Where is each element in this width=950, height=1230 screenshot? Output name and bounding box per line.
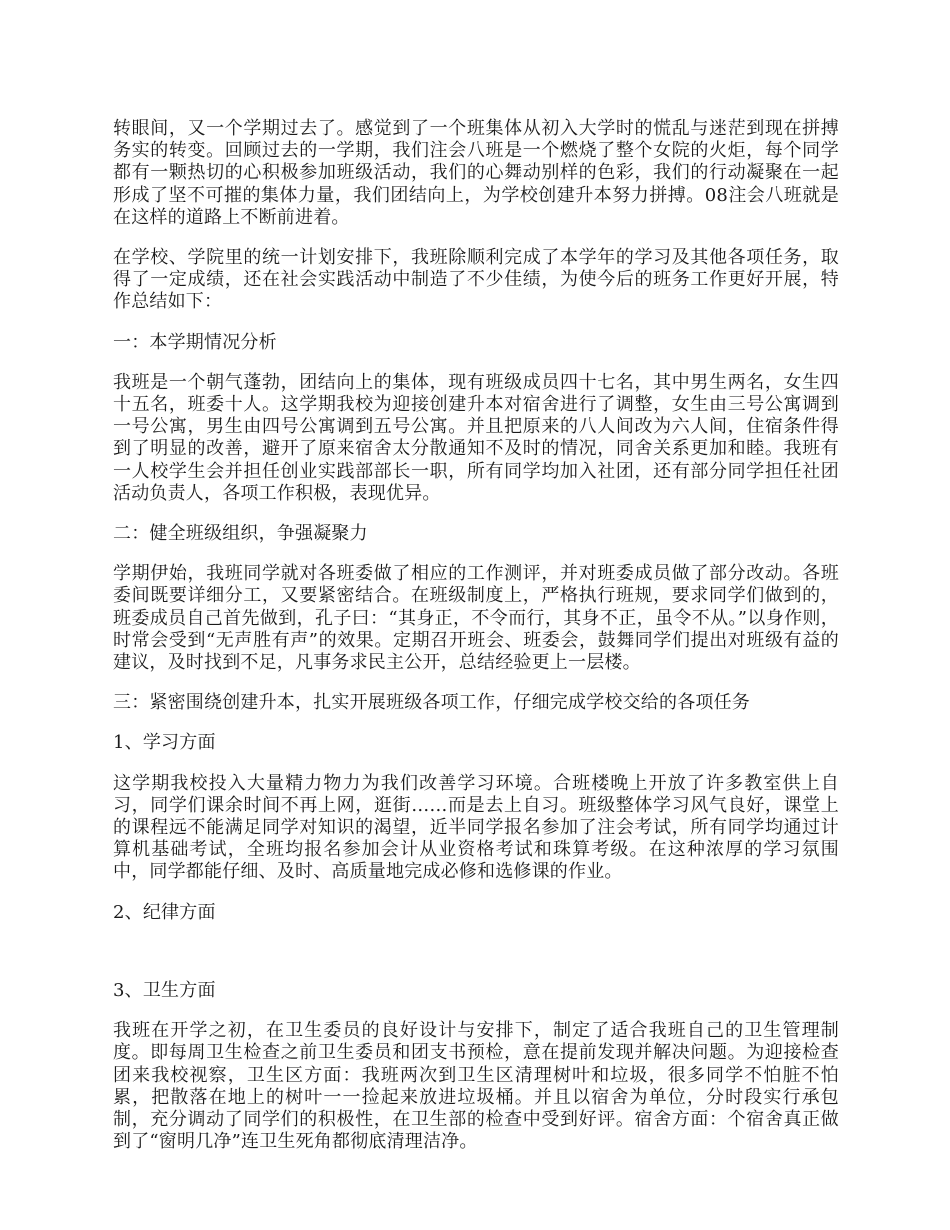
class-overview-paragraph: 我班是一个朝气蓬勃，团结向上的集体，现有班级成员四十七名，其中男生两名，女生四十五名，班委十人。这学期我校为迎接创建升本对宿舍进行了调整，女生由三号公寓调到一号公寓，男生由四号公寓调到五号公寓。并且把原来的八人间改为六人间，住宿条件得到了明显的改善，避开了原来宿舍太分散通知不及时的情况，同舍关系更加和睦。我班有一人校学生会并担任创业实践部部长一职，所有同学均加入社团，还有部分同学担任社团活动负责人，各项工作积极，表现优异。 xyxy=(113,371,839,504)
document-page xyxy=(113,118,839,1171)
section-heading-2: 二：健全班级组织，争强凝聚力 xyxy=(113,523,368,545)
intro-paragraph: 转眼间，又一个学期过去了。感觉到了一个班集体从初入大学时的慌乱与迷茫到现在拼搏务实的转变。回顾过去的一学期，我们注会八班是一个燃烧了整个女院的火炬，每个同学都有一颗热切的心积极参加班级活动，我们的心舞动别样的色彩，我们的行动凝聚在一起形成了坚不可摧的集体力量，我们团结向上，为学校创建升本努力拼搏。08注会八班就是在这样的道路上不断前进着。 xyxy=(113,118,839,228)
summary-intro-paragraph: 在学校、学院里的统一计划安排下，我班除顺利完成了本学年的学习及其他各项任务，取得了一定成绩，还在社会实践活动中制造了不少佳绩，为使今后的班务工作更好开展，特作总结如下： xyxy=(113,247,839,313)
section-heading-1: 一：本学期情况分析 xyxy=(113,331,277,353)
subsection-heading-hygiene: 3、卫生方面 xyxy=(113,979,216,1001)
section-heading-3: 三：紧密围绕创建升本，扎实开展班级各项工作，仔细完成学校交给的各项任务 xyxy=(113,692,750,714)
class-organization-paragraph: 学期伊始，我班同学就对各班委做了相应的工作测评，并对班委成员做了部分改动。各班委间既要详细分工，又要紧密结合。在班级制度上，严格执行班规，要求同学们做到的，班委成员自己首先做到，孔子曰：“其身正，不令而行，其身不正，虽令不从。”以身作则，时常会受到“无声胜有声”的效果。定期召开班会、班委会，鼓舞同学们提出对班级有益的建议，及时找到不足，凡事务求民主公开，总结经验更上一层楼。 xyxy=(113,563,839,674)
study-paragraph: 这学期我校投入大量精力物力为我们改善学习环境。合班楼晚上开放了许多教室供上自习，同学们课余时间不再上网，逛街……而是去上自习。班级整体学习风气良好，课堂上的课程远不能满足同学对知识的渴望，近半同学报名参加了注会考试，所有同学均通过计算机基础考试，全班均报名参加会计从业资格考试和珠算考级。在这种浓厚的学习氛围中，同学都能仔细、及时、高质量地完成必修和选修课的作业。 xyxy=(113,772,839,883)
subsection-heading-study: 1、学习方面 xyxy=(113,732,216,754)
hygiene-paragraph: 我班在开学之初，在卫生委员的良好设计与安排下，制定了适合我班自己的卫生管理制度。即每周卫生检查之前卫生委员和团支书预检，意在提前发现并解决问题。为迎接检查团来我校视察，卫生区方面：我班两次到卫生区清理树叶和垃圾，很多同学不怕脏不怕累，把散落在地上的树叶一一捡起来放进垃圾桶。并且以宿舍为单位，分时段实行承包制，充分调动了同学们的积极性，在卫生部的检查中受到好评。宿舍方面：个宿舍真正做到了“窗明几净”连卫生死角都彻底清理洁净。 xyxy=(113,1020,839,1153)
subsection-heading-discipline: 2、纪律方面 xyxy=(113,901,216,923)
